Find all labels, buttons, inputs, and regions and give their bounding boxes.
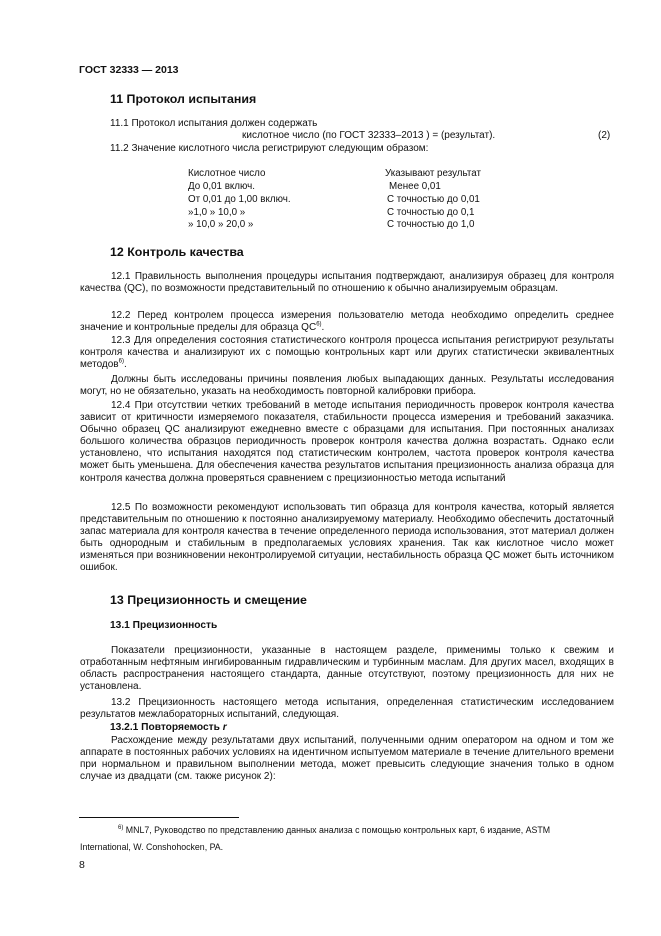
footnote-marker: 6) bbox=[118, 825, 124, 832]
footnote-ref: 6) bbox=[118, 358, 124, 365]
s12-p5: 12.4 При отсутствии четких требований в методе испытания периодичность проверок контроля качества зависит от критичности измеряемого показателя, стабильности процесса измерения и требований заказчика. Обычно образец QC анализируют ежедневно вместе с образцами для испытания. При постоянных анализах большого количества образцов периодичность проверок контроля качества должна возрастать. Однако если установлено, что испытания находятся под статистическим контролем, частота проверок контроля качества может быть уменьшена. Для обеспечения качества результатов испытания прецизионность анализа образца для контроля качества должна проверяться сравнением с прецизионностью метода испытаний bbox=[80, 400, 614, 484]
s12-p2-end: . bbox=[321, 322, 325, 334]
section-11-title: 11 Протокол испытания bbox=[110, 92, 257, 106]
s12-p3-text: 12.3 Для определения состояния статистического контроля процесса испытания регистрируют результаты контроля качества и анализируют их с помощью контрольных карт или других статистически эквивалентных методов bbox=[80, 335, 614, 371]
table-cell: С точностью до 1,0 bbox=[387, 219, 475, 230]
s13-sub1: 13.1 Прецизионность bbox=[110, 620, 218, 631]
footnote-separator bbox=[79, 817, 239, 818]
table-cell: Менее 0,01 bbox=[389, 181, 441, 192]
s13-sub2 bbox=[110, 722, 227, 733]
table-header-cell: Кислотное число bbox=[188, 168, 266, 179]
table-cell: От 0,01 до 1,00 включ. bbox=[188, 194, 291, 205]
section-13-title: 13 Прецизионность и смещение bbox=[110, 593, 307, 607]
table-cell: С точностью до 0,1 bbox=[387, 207, 475, 218]
s12-p2 bbox=[80, 310, 614, 334]
s13-sub2-var: r bbox=[222, 722, 227, 733]
document-header: ГОСТ 32333 — 2013 bbox=[79, 64, 179, 76]
s12-p1: 12.1 Правильность выполнения процедуры испытания подтверждают, анализируя образец для контроля качества (QC), по возможности представительный по отношению к обычно анализируемым образцам. bbox=[80, 271, 614, 295]
s12-p6: 12.5 По возможности рекомендуют использовать тип образца для контроля качества, который является представительным по отношению к постоянно анализируемому материалу. Необходимо обеспечить достаточный запас материала для контроля качества в течение определенного периода использования, этот материал должен быть однородным и стабильным в предполагаемых условиях хранения. Так как кислотное число может изменяться при возникновении неконтролируемой ситуации, нестабильность образца QC может быть источником ошибок. bbox=[80, 502, 614, 574]
footnote-line-2: International, W. Conshohocken, PA. bbox=[80, 842, 224, 852]
s13-sub2-text: 13.2.1 Повторяемость bbox=[110, 722, 223, 733]
s12-p3-end: . bbox=[123, 359, 127, 371]
s12-p4: Должны быть исследованы причины появления любых выпадающих данных. Результаты исследования могут, но не обязательно, указать на необходимость повторной калибровки прибора. bbox=[80, 374, 614, 398]
s13-p3: Расхождение между результатами двух испытаний, полученными одним оператором на одном и том же аппарате в постоянных рабочих условиях на идентичном испытуемом материале в течение длительного времени при нормальном и правильном выполнении метода, может превысить следующие значения только в одном случае из двадцати (см. также рисунок 2): bbox=[80, 735, 614, 783]
s12-p3 bbox=[80, 335, 614, 371]
s11-formula: кислотное число (по ГОСТ 32333–2013 ) = (результат). bbox=[242, 130, 496, 141]
page-number: 8 bbox=[79, 859, 85, 871]
s12-p2-text: 12.2 Перед контролем процесса измерения пользователю метода необходимо определить среднее значение и контрольные пределы для образца QC bbox=[80, 310, 614, 334]
table-cell: До 0,01 включ. bbox=[188, 181, 255, 192]
section-12-title: 12 Контроль качества bbox=[110, 245, 244, 259]
footnote-text-1: MNL7, Руководство по представлению данных анализа с помощью контрольных карт, 6 издание, ASTM bbox=[123, 825, 551, 835]
s13-p2: 13.2 Прецизионность настоящего метода испытания, определенная статистическим исследованием результатов межлабораторных испытаний, следующая. bbox=[80, 697, 614, 721]
s11-formula-number: (2) bbox=[598, 130, 611, 141]
footnote-ref: 6) bbox=[316, 321, 322, 328]
table-header-cell: Указывают результат bbox=[385, 168, 481, 179]
s11-p2: 11.2 Значение кислотного числа регистрируют следующим образом: bbox=[110, 143, 429, 154]
table-cell: »1,0 » 10,0 » bbox=[188, 207, 246, 218]
s11-p1: 11.1 Протокол испытания должен содержать bbox=[110, 118, 318, 129]
s13-p1: Показатели прецизионности, указанные в настоящем разделе, применимы только к свежим и отработанным нефтяным ингибированным гидравлическим и турбинным маслам. Для других масел, входящих в область распространения настоящего стандарта, данные отсутствуют, поэтому прецизионность для них не установлена. bbox=[80, 645, 614, 693]
table-cell: » 10,0 » 20,0 » bbox=[188, 219, 254, 230]
table-cell: С точностью до 0,01 bbox=[387, 194, 480, 205]
